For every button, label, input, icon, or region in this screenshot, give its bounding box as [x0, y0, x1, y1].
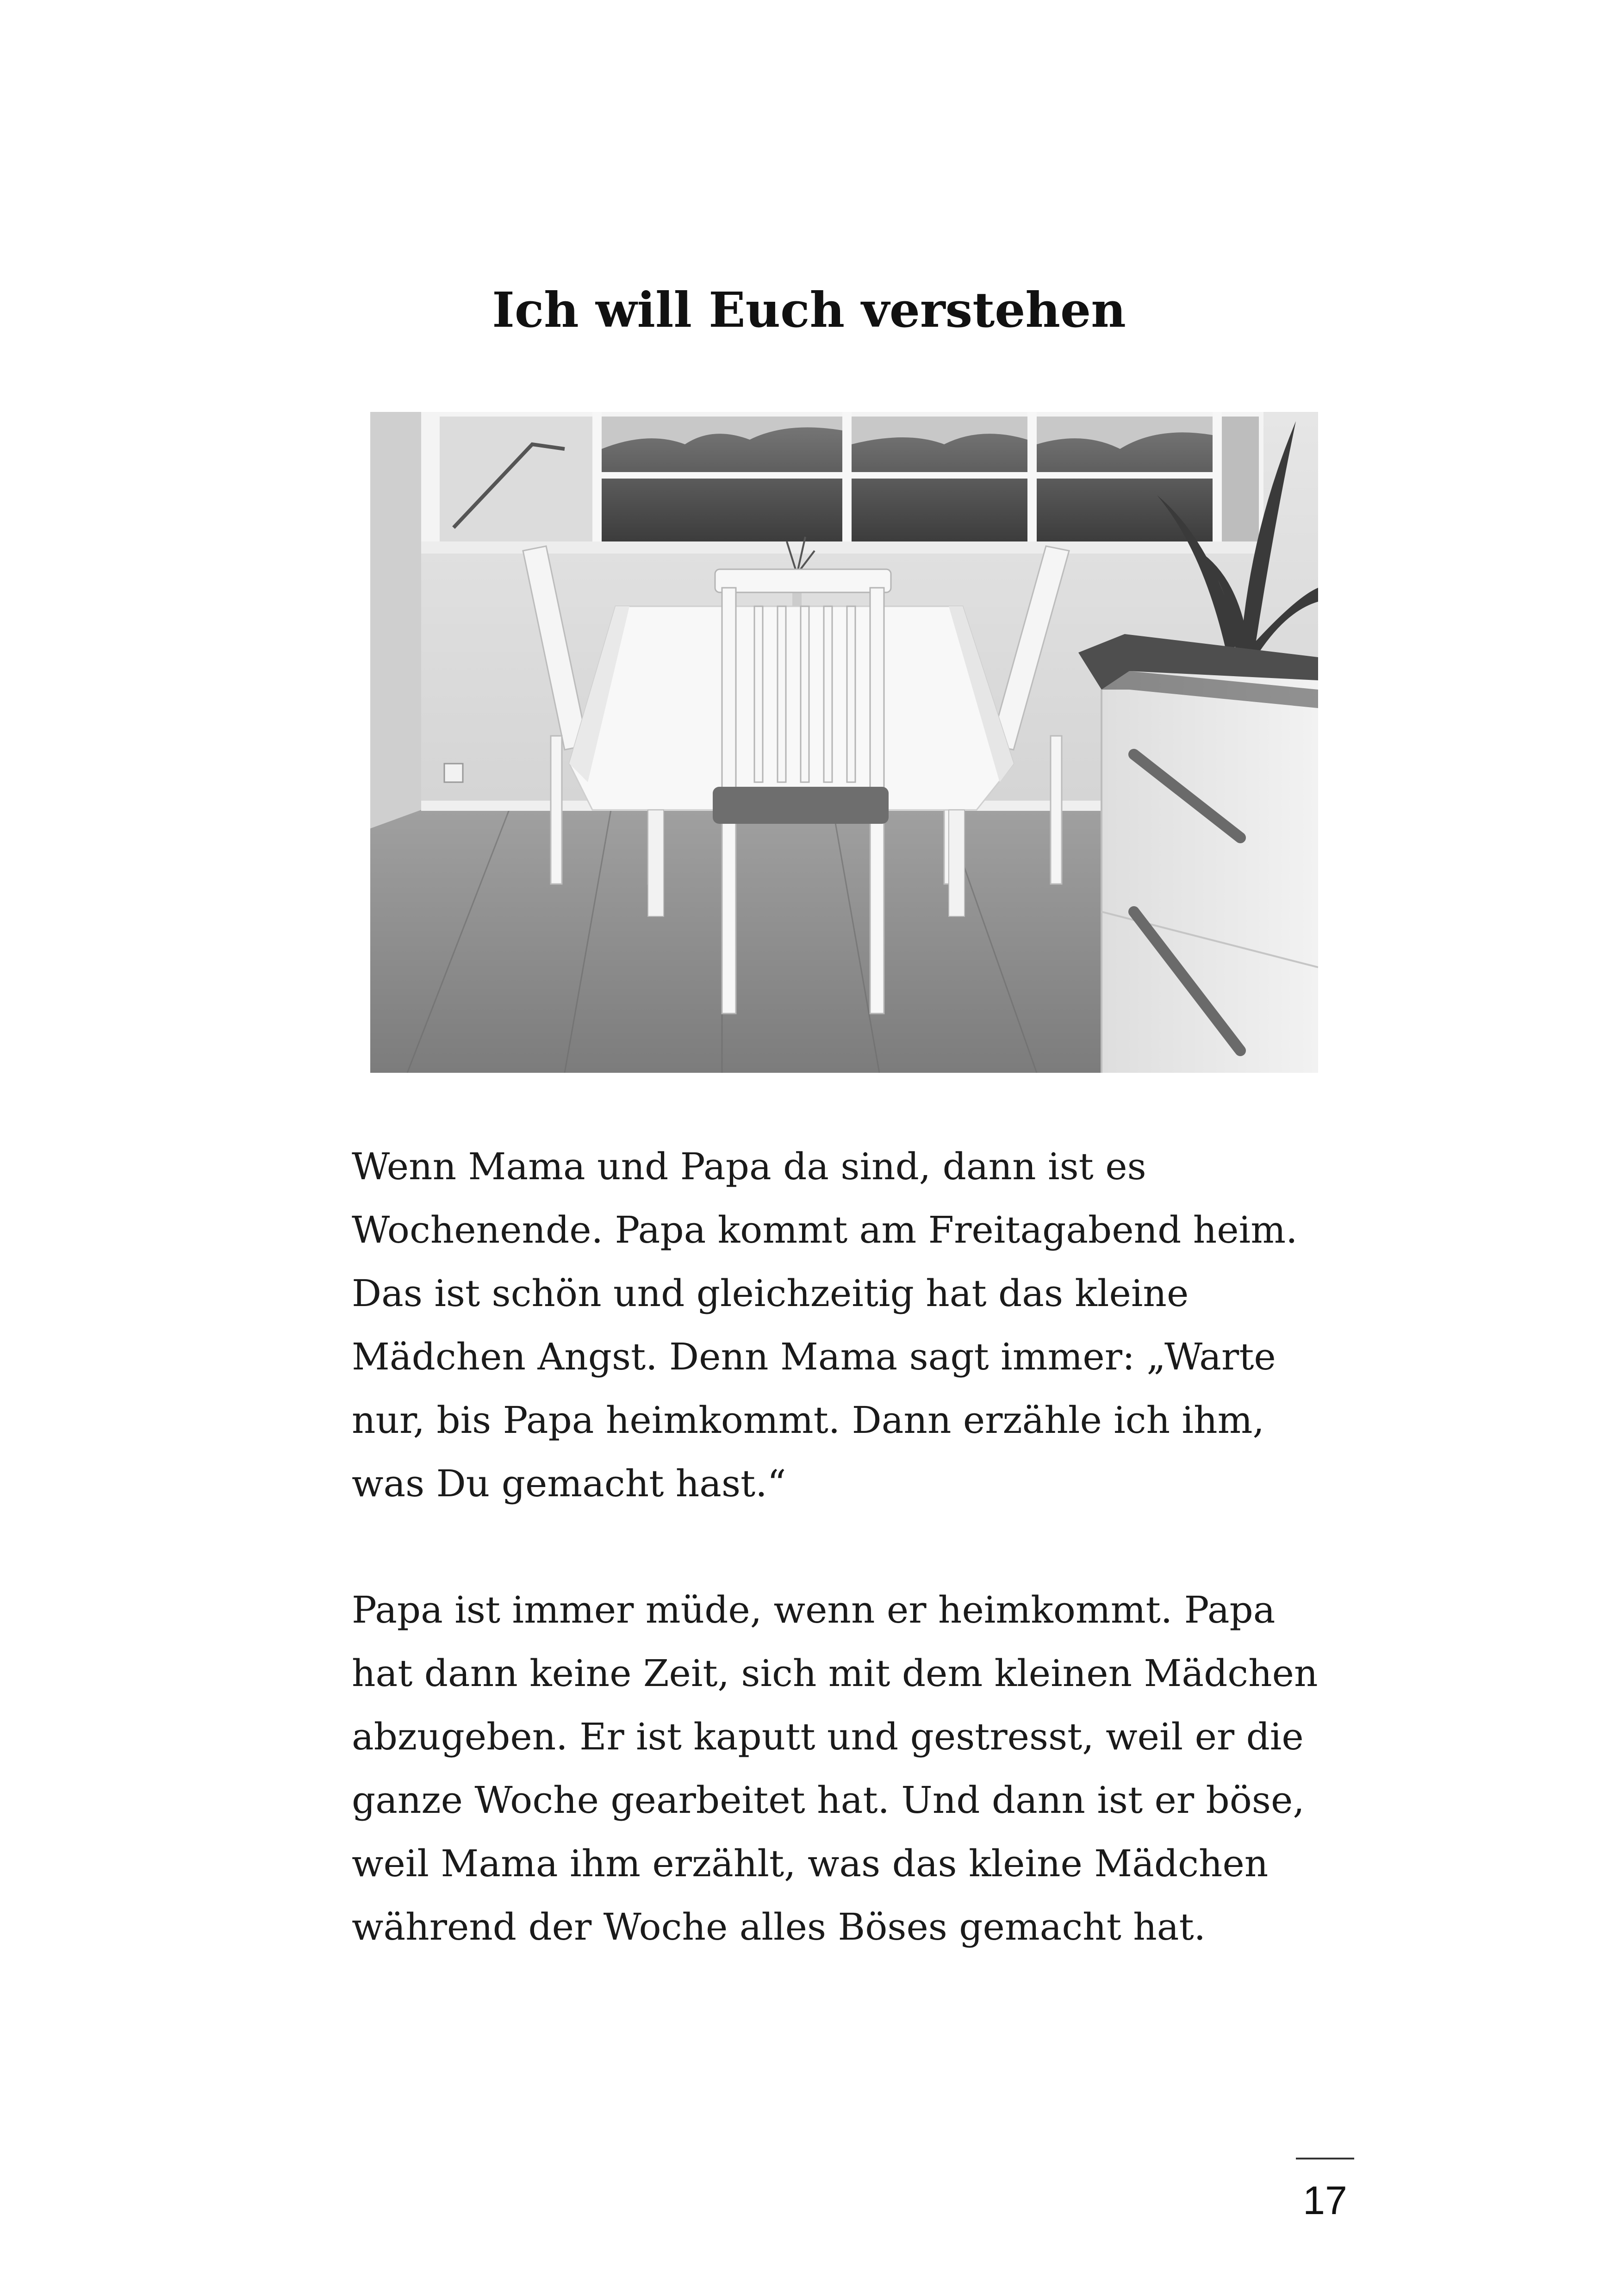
paragraph-line: Mädchen Angst. Denn Mama sagt immer: „Warte: [352, 1335, 1276, 1378]
page-title: Ich will Euch verstehen: [492, 281, 1126, 338]
paragraph-line: hat dann keine Zeit, sich mit dem kleinen Mädchen: [352, 1652, 1318, 1695]
paragraph-line: während der Woche alles Böses gemacht hat.: [352, 1905, 1206, 1948]
page-number: 17: [1303, 2178, 1347, 2223]
paragraph-line: was Du gemacht hast.“: [352, 1462, 786, 1505]
paragraph-line: Wochenende. Papa kommt am Freitagabend heim.: [352, 1208, 1298, 1251]
paragraph-2: [352, 1578, 1388, 1959]
paragraph-line: abzugeben. Er ist kaputt und gestresst, weil er die: [352, 1715, 1304, 1758]
paragraph-line: Papa ist immer müde, wenn er heimkommt. Papa: [352, 1588, 1276, 1631]
paragraph-line: Wenn Mama und Papa da sind, dann ist es: [352, 1145, 1146, 1188]
paragraph-line: Das ist schön und gleichzeitig hat das kleine: [352, 1272, 1189, 1315]
paragraph-line: weil Mama ihm erzählt, was das kleine Mädchen: [352, 1842, 1269, 1885]
paragraph-1: [352, 1135, 1388, 1515]
paragraph-line: ganze Woche gearbeitet hat. Und dann ist er böse,: [352, 1779, 1305, 1822]
dining-room-photo: [370, 412, 1318, 1073]
paragraph-line: nur, bis Papa heimkommt. Dann erzähle ich ihm,: [352, 1399, 1264, 1442]
page-number-rule: [1296, 2158, 1354, 2159]
